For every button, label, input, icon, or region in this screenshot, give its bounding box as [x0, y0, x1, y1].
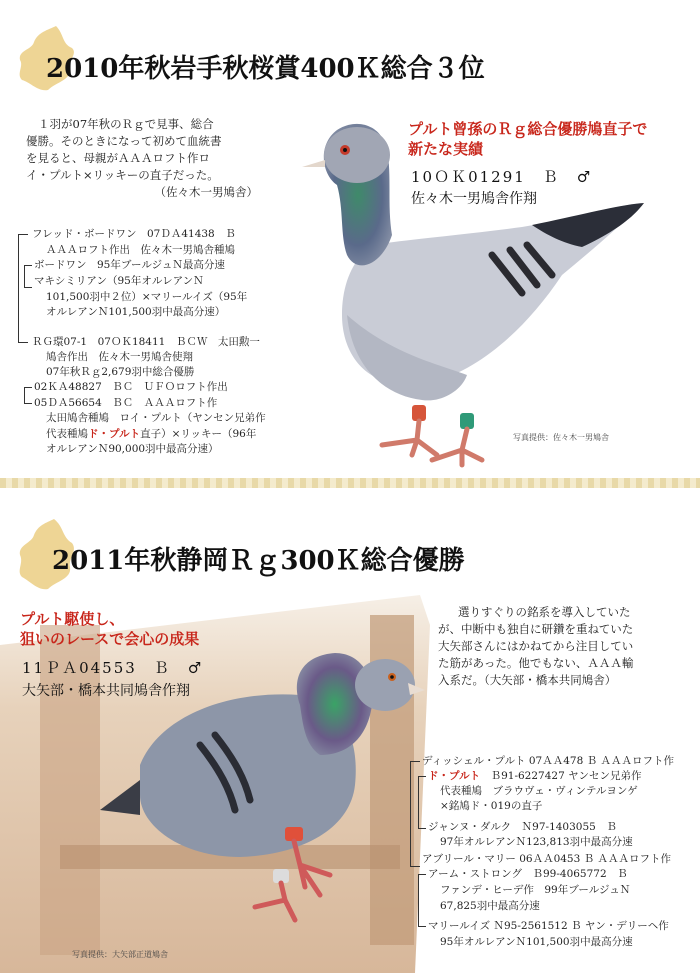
ring-number: 11ＰＡ04553 Ｂ ♂	[22, 659, 204, 677]
intro-paragraph: １羽が07年秋のＲｇで見事、総合 優勝。そのときになって初めて血統書 を見ると、母親がＡＡＡロフト作ロ イ・プルト×リッキーの直子だった。 （佐々木一男鳩舎）	[26, 117, 258, 199]
pedigree-line: アーム・ストロング Ｂ99-4065772 Ｂ	[428, 868, 628, 880]
pedigree-line: 07年秋Ｒｇ2,679羽中総合優勝	[46, 366, 195, 378]
red-subheading: プルト駆使し、 狙いのレースで会心の成果	[20, 610, 200, 648]
ring-number: 10ＯＫ01291 Ｂ ♂	[411, 168, 593, 186]
pedigree-line: 代表種鳩 ブラウヴェ・ヴィンテルヨンゲ	[440, 785, 638, 797]
pedigree-line: 02ＫＡ48827 ＢＣ ＵＦＯロフト作出	[34, 381, 228, 393]
pedigree-line: 代表種鳩ド・プルト直子）×リッキー（96年	[46, 428, 257, 440]
red-subheading: プルト曾孫のＲｇ総合優勝鳩直子で 新たな実績	[408, 120, 648, 158]
pedigree-line: アブリール・マリー 06ＡＡ0453 Ｂ ＡＡＡロフト作	[422, 853, 671, 865]
pedigree-line: オルレアンＮ90,000羽中最高分速）	[46, 443, 219, 455]
pedigree-line: フレッド・ボードワン 07ＤＡ41438 Ｂ	[32, 228, 236, 240]
pedigree-line: ディッシェル・プルト 07ＡＡ478 Ｂ ＡＡＡロフト作	[422, 755, 674, 767]
section-divider	[0, 478, 700, 488]
pedigree-line: ＲＧ環07-1 07ＯＫ18411 ＢＣＷ 太田勲一	[32, 336, 260, 348]
photo-credit: 写真提供：佐々木一男鳩舎	[513, 433, 609, 442]
intro-paragraph: 選りすぐりの銘系を導入していた が、中断中も独自に研鑽を重ねていた 大矢部さんにはかねてから注目してい た筋があった。他でもない、ＡＡＡ輸 入系だ。（大矢部・橋本共同鳩舎）	[438, 605, 634, 687]
section-heading: 2011年秋静岡Ｒｇ300Ｋ総合優勝	[52, 546, 465, 576]
pedigree-line: ファンデ・ヒーデ作 99年ブールジュＮ	[440, 884, 631, 896]
pedigree-line: ×銘鳩ド・019の直子	[440, 800, 543, 812]
pedigree-line: 67,825羽中最高分速	[440, 900, 540, 912]
loft-name: 大矢部・橋本共同鳩舎作翔	[22, 683, 190, 699]
pedigree-line: 05ＤＡ56654 ＢＣ ＡＡＡロフト作	[34, 397, 218, 409]
pedigree-line: ド・プルト Ｂ91-6227427 ヤンセン兄弟作	[428, 770, 642, 782]
pedigree-line: 101,500羽中２位）×マリールイズ（95年	[46, 291, 248, 303]
pedigree-line: ＡＡＡロフト作出 佐々木一男鳩舎種鳩	[46, 244, 235, 256]
pedigree-line: 太田鳩舎種鳩 ロイ・プルト（ヤンセン兄弟作	[46, 412, 266, 424]
pedigree-line: マキシミリアン（95年オルレアンＮ	[34, 275, 204, 287]
pedigree-line: ボードワン 95年ブールジュＮ最高分速	[34, 259, 225, 271]
section-heading: 2010年秋岩手秋桜賞400Ｋ総合３位	[46, 54, 485, 84]
pedigree-line: ジャンヌ・ダルク Ｎ97-1403055 Ｂ	[428, 821, 617, 833]
pedigree-line: オルレアンＮ101,500羽中最高分速）	[46, 306, 226, 318]
pedigree-line: 95年オルレアンＮ101,500羽中最高分速	[440, 936, 633, 948]
pedigree-line: マリールイズ Ｎ95-2561512 Ｂ ヤン・デリーヘ作	[428, 920, 669, 932]
pedigree-line: 鳩舎作出 佐々木一男鳩舎使翔	[46, 351, 193, 363]
pedigree-line: 97年オルレアンＮ123,813羽中最高分速	[440, 836, 633, 848]
pedigree-chart	[404, 752, 700, 952]
loft-name: 佐々木一男鳩舎作翔	[411, 191, 537, 207]
photo-credit: 写真提供：大矢部正道鳩舎	[72, 950, 168, 959]
